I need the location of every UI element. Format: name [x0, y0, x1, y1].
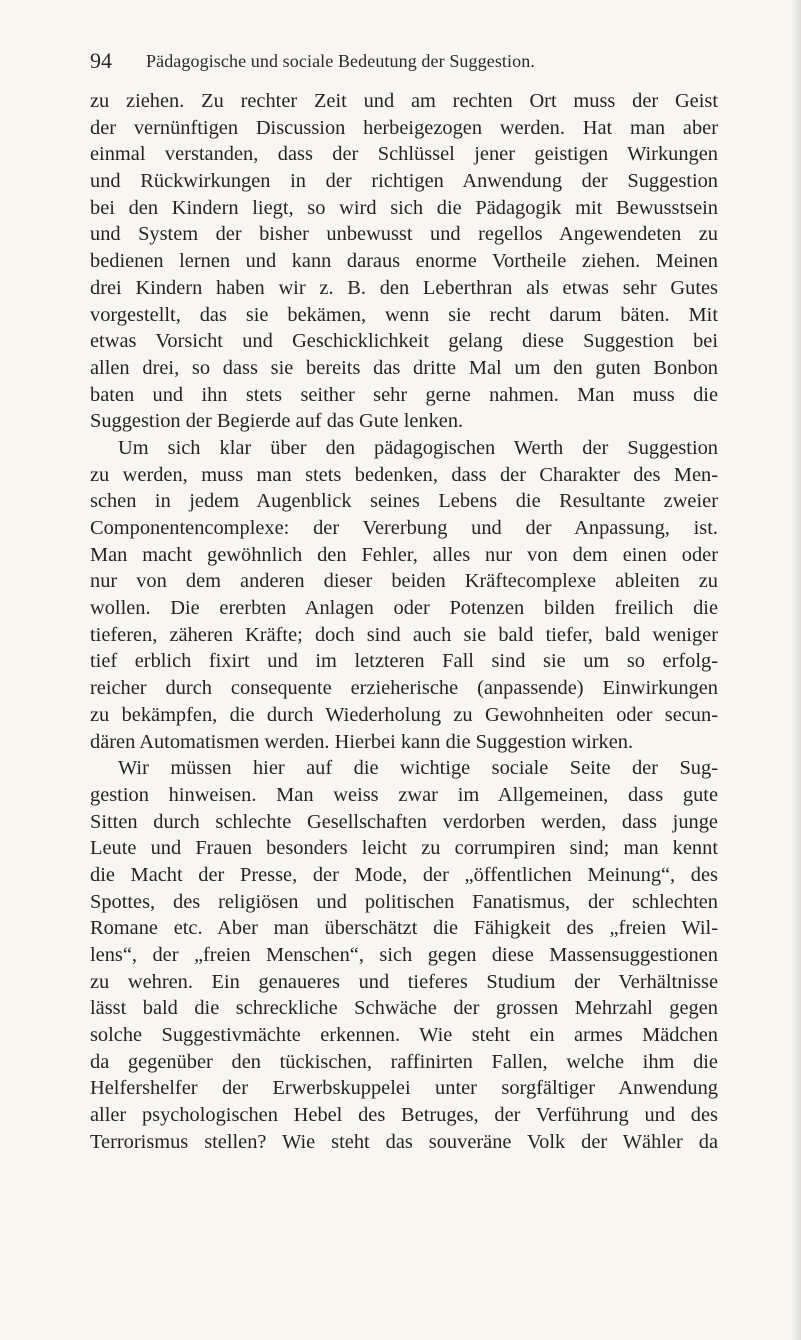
page-edge-shadow: [791, 0, 801, 1340]
text-line: einmal verstanden, dass der Schlüssel jener geistigen Wirkungen: [90, 143, 718, 166]
text-line: tieferen, zäheren Kräfte; doch sind auch sie bald tiefer, bald weniger: [90, 623, 718, 646]
text-line: wollen. Die ererbten Anlagen oder Potenzen bilden freilich die: [90, 597, 718, 620]
text-line: Um sich klar über den pädagogischen Werth der Suggestion: [118, 436, 718, 459]
text-line: Terrorismus stellen? Wie steht das souveräne Volk der Wähler da: [90, 1130, 718, 1153]
text-line: lens“, der „freien Menschen“, sich gegen diese Massensuggestionen: [90, 944, 718, 966]
page-number: 94: [90, 48, 112, 73]
text-line: Man macht gewöhnlich den Fehler, alles nur von dem einen oder: [90, 543, 718, 566]
text-line: etwas Vorsicht und Geschicklichkeit gelang diese Suggestion bei: [90, 330, 718, 353]
text-line: und System der bisher unbewusst und regellos Angewendeten zu: [90, 223, 718, 246]
text-line: Romane etc. Aber man überschätzt die Fähigkeit des „freien Wil-: [90, 917, 718, 940]
text-line: solche Suggestivmächte erkennen. Wie steht ein armes Mädchen: [90, 1024, 718, 1047]
text-line: Spottes, des religiösen und politischen Fanatismus, der schlechten: [90, 890, 718, 913]
text-line: der vernünftigen Discussion herbeigezogen werden. Hat man aber: [90, 116, 718, 139]
text-line: Suggestion der Begierde auf das Gute lenken.: [90, 410, 464, 433]
text-line: drei Kindern haben wir z. B. den Leberthran als etwas sehr Gutes: [90, 276, 718, 299]
running-title: Pädagogische und sociale Bedeutung der Suggestion.: [146, 51, 535, 71]
text-line: schen in jedem Augenblick seines Lebens die Resultante zweier: [90, 490, 718, 513]
text-line: und Rückwirkungen in der richtigen Anwendung der Suggestion: [90, 170, 718, 193]
text-line: bei den Kindern liegt, so wird sich die Pädagogik mit Bewusstsein: [90, 196, 718, 219]
text-line: dären Automatismen werden. Hierbei kann die Suggestion wirken.: [90, 730, 634, 753]
text-line: die Macht der Presse, der Mode, der „öffentlichen Meinung“, des: [90, 863, 718, 886]
text-line: Helfershelfer der Erwerbskuppelei unter sorgfältiger Anwendung: [90, 1077, 718, 1100]
text-line: zu ziehen. Zu rechter Zeit und am rechten Ort muss der Geist: [90, 90, 718, 112]
body-text: [90, 88, 718, 1156]
text-line: Componentencomplexe: der Vererbung und der Anpassung, ist.: [90, 517, 718, 539]
text-line: allen drei, so dass sie bereits das dritte Mal um den guten Bonbon: [90, 356, 718, 379]
text-line: lässt bald die schreckliche Schwäche der grossen Mehrzahl gegen: [90, 997, 718, 1020]
text-line: aller psychologischen Hebel des Betruges, der Verführung und des: [90, 1104, 718, 1127]
text-line: reicher durch consequente erzieherische (anpassende) Einwirkungen: [90, 677, 718, 700]
text-line: Sitten durch schlechte Gesellschaften verdorben werden, dass junge: [90, 810, 718, 833]
running-header: [90, 46, 710, 76]
text-line: gestion hinweisen. Man weiss zwar im Allgemeinen, dass gute: [90, 783, 718, 806]
text-line: zu werden, muss man stets bedenken, dass der Charakter des Men-: [90, 463, 718, 486]
text-line: Leute und Frauen besonders leicht zu corrumpiren sind; man kennt: [90, 837, 718, 860]
text-line: da gegenüber den tückischen, raffinirten Fallen, welche ihm die: [90, 1050, 718, 1073]
text-line: vorgestellt, das sie bekämen, wenn sie recht darum bäten. Mit: [90, 303, 718, 326]
text-line: Wir müssen hier auf die wichtige sociale Seite der Sug-: [118, 757, 718, 780]
text-line: bedienen lernen und kann daraus enorme Vortheile ziehen. Meinen: [90, 250, 718, 273]
text-line: zu wehren. Ein genaueres und tieferes Studium der Verhältnisse: [90, 970, 718, 993]
text-line: tief erblich fixirt und im letzteren Fall sind sie um so erfolg-: [90, 650, 718, 673]
text-line: nur von dem anderen dieser beiden Kräftecomplexe ableiten zu: [90, 570, 718, 593]
text-line: zu bekämpfen, die durch Wiederholung zu Gewohnheiten oder secun-: [90, 703, 718, 726]
text-line: baten und ihn stets seither sehr gerne nahmen. Man muss die: [90, 383, 718, 406]
